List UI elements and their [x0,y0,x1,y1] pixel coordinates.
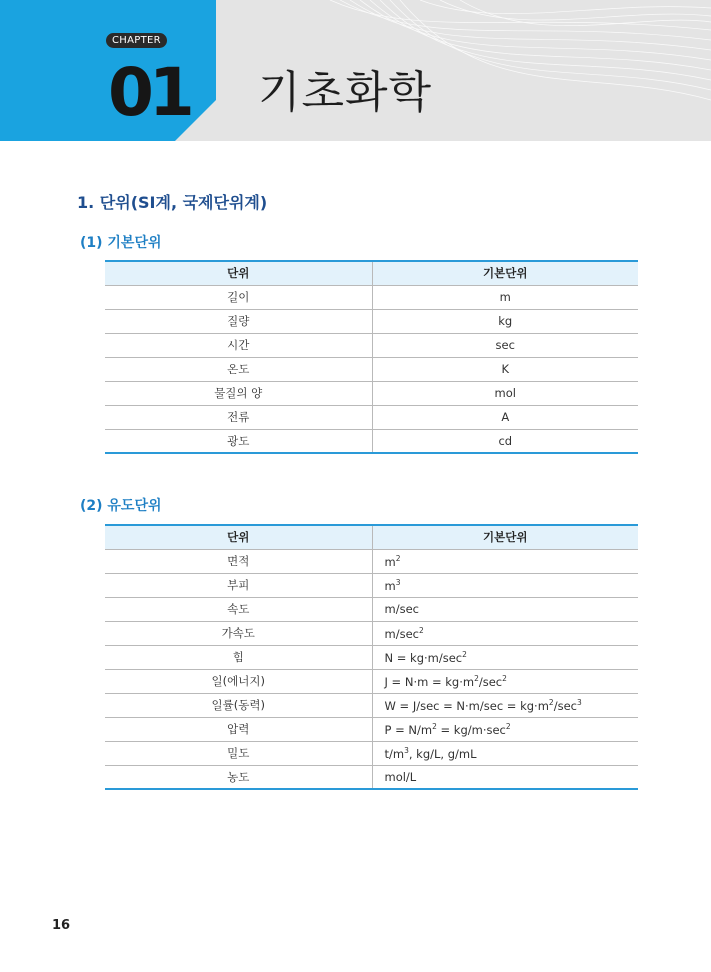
unit-name-cell: 길이 [105,285,372,309]
unit-value-cell: mol [372,381,638,405]
unit-name-cell: 전류 [105,405,372,429]
column-header: 단위 [105,261,372,285]
unit-value-cell: m [372,285,638,309]
unit-name-cell: 가속도 [105,621,372,645]
unit-name-cell: 일률(동력) [105,693,372,717]
unit-value-cell: $m^3$ [372,573,638,597]
table-row [105,549,638,573]
chapter-label: CHAPTER [106,33,167,48]
table-row [105,285,638,309]
unit-value-cell: $P = N/m^2 = kg/m\cdot\sec^2$ [372,717,638,741]
section-title: 1. 단위(SI계, 국제단위계) [77,193,268,212]
unit-value-cell: mol/L [372,765,638,789]
unit-value-cell: K [372,357,638,381]
subsection-title-derived-units: (2) 유도단위 [80,498,162,514]
table-row [105,573,638,597]
table-row [105,309,638,333]
unit-name-cell: 압력 [105,717,372,741]
unit-name-cell: 온도 [105,357,372,381]
chapter-title: 기초화학 [258,67,433,118]
table-header-row [105,261,638,285]
unit-name-cell: 힘 [105,645,372,669]
unit-name-cell: 밀도 [105,741,372,765]
derived-units-table [105,524,638,790]
table-row [105,429,638,453]
table-header-row [105,525,638,549]
table-row [105,741,638,765]
table-row [105,693,638,717]
unit-value-cell: kg [372,309,638,333]
table-row [105,357,638,381]
table-row [105,405,638,429]
column-header: 기본단위 [372,525,638,549]
unit-value-cell: $W = J/\sec = N\cdot m/\sec = kg\cdot m^2/\sec^3$ [372,693,638,717]
table-row [105,381,638,405]
column-header: 단위 [105,525,372,549]
table-row [105,597,638,621]
table-row [105,645,638,669]
unit-value-cell: sec [372,333,638,357]
unit-name-cell: 질량 [105,309,372,333]
table-row [105,765,638,789]
unit-value-cell: $t/m^3$, kg/L, g/mL [372,741,638,765]
unit-value-cell: cd [372,429,638,453]
table-row [105,333,638,357]
unit-name-cell: 물질의 양 [105,381,372,405]
unit-value-cell: $J = N\cdot m = kg\cdot m^2/\sec^2$ [372,669,638,693]
table-row [105,717,638,741]
unit-name-cell: 일(에너지) [105,669,372,693]
subsection-title-base-units: (1) 기본단위 [80,235,162,251]
chapter-header [0,0,711,141]
table-row [105,621,638,645]
unit-value-cell: $N = kg\cdot m/\sec^2$ [372,645,638,669]
base-units-table [105,260,638,454]
unit-name-cell: 광도 [105,429,372,453]
unit-name-cell: 속도 [105,597,372,621]
unit-value-cell: $m^2$ [372,549,638,573]
unit-value-cell: m/sec [372,597,638,621]
page-number: 16 [52,918,71,933]
column-header: 기본단위 [372,261,638,285]
chapter-number: 01 [108,54,190,131]
unit-name-cell: 면적 [105,549,372,573]
unit-name-cell: 농도 [105,765,372,789]
unit-name-cell: 부피 [105,573,372,597]
unit-value-cell: $m/\sec^2$ [372,621,638,645]
unit-name-cell: 시간 [105,333,372,357]
table-row [105,669,638,693]
unit-value-cell: A [372,405,638,429]
